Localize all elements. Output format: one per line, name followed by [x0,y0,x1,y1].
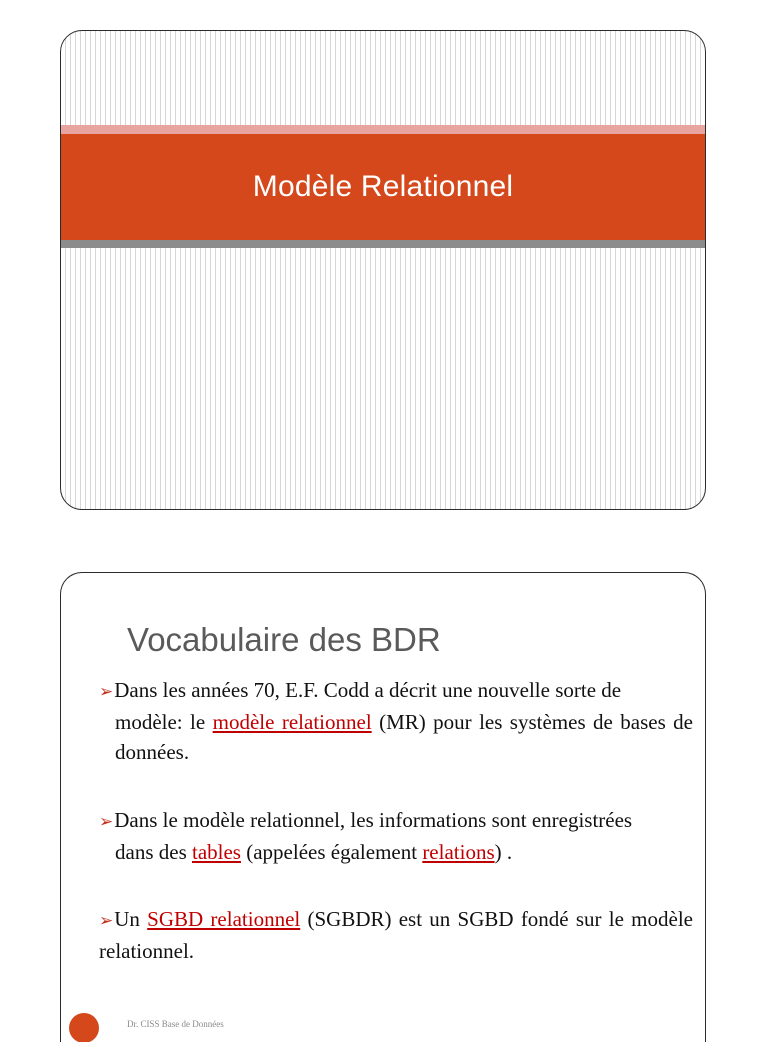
bullet-text: dans des [115,840,192,864]
bullet-item [99,805,693,867]
bullet-text: (appelées également [240,840,423,864]
title-band-top-stripe [61,125,705,134]
bullet-text: Dans le modèle relationnel, les informations sont enregistrées [114,808,633,832]
bullet-continuation [99,837,693,867]
slide-title: Modèle Relationnel [252,170,514,203]
bullet-arrow-icon: ➢ [99,682,114,701]
bullet-item [99,904,693,966]
title-band-bottom-stripe [61,240,705,248]
modele-relationnel-link[interactable]: modèle relationnel [212,710,372,734]
sgbd-relationnel-link[interactable]: SGBD relationnel [147,907,301,931]
bullet-arrow-icon: ➢ [99,812,114,831]
slide-footer: Dr. CISS Base de Données [127,1019,224,1029]
bullet-arrow-icon: ➢ [99,911,114,930]
slide-number-circle [69,1013,99,1042]
bullet-text: (SGBDR) est un SGBD fondé sur le modèle relationnel. [99,907,693,963]
title-band [61,134,705,240]
relations-link[interactable]: relations [422,840,495,864]
bullet-text: (MR) pour les systèmes de bases de données. [115,710,694,764]
content-slide [60,572,706,1042]
tables-link[interactable]: tables [192,840,241,864]
bullet-text: modèle: le [115,710,213,734]
bullet-item [99,675,693,767]
bullet-continuation [99,707,693,767]
bullet-text: Un [114,907,148,931]
bullet-text: Dans les années 70, E.F. Codd a décrit une nouvelle sorte de [114,678,622,702]
title-slide [60,30,706,510]
bullet-text: ) . [494,840,513,864]
slide-heading: Vocabulaire des BDR [127,621,441,658]
